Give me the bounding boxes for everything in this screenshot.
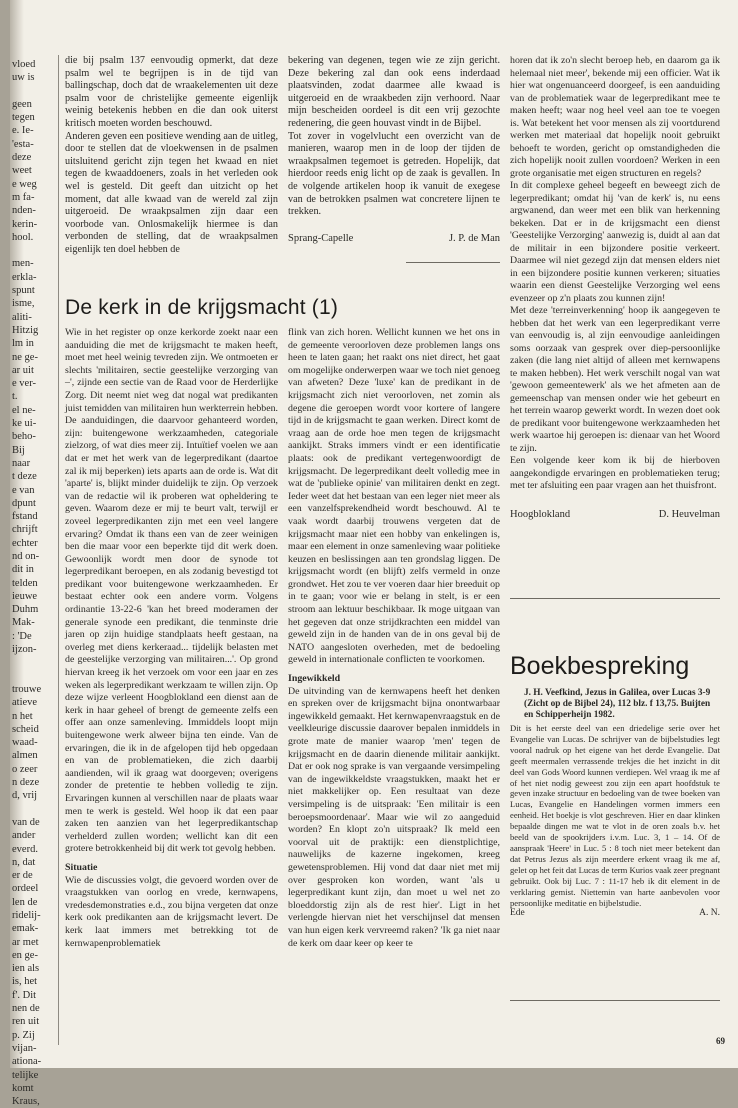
signature-place: Ede bbox=[510, 908, 525, 919]
edge-text-fragment: telden bbox=[12, 577, 38, 589]
edge-text-fragment: kerin- bbox=[12, 218, 38, 230]
paragraph: Dit is het eerste deel van een driedelige serie over het Evangelie van Lucas. De schrijver van de bijbelstudies legt vooral nadruk op het eigene van het derde Evangelie. Dat geeft meermalen verrassende trekjes die het inzicht in dit deel van Gods Woord kunnen verdiepen. Wel vraag ik me af of het niet nodig geweest zou zijn een apart hoofdstuk te geven inzake structuur en bedoeling van de twee boeken van Lucas, Evangelie en Handelingen vormen immers een eenheid. Het boekje is vlot geschreven. Hier en daar klinken bepaalde dingen me wat te vlot in de oren zoals b.v. het beeld van de spookrijders i.v.m. Luc. 3, 1 – 14. Of de aanspraak 'Heere' in Luc. 5 : 8 toch niet meer betekent dan dat Petrus Jezus als zijn meerdere erkent vraag ik me af, gelet op het feit dat Lucas de term Kurios vaak zeer pregnant gebruikt. Ook bij Luc. 7 : 11-17 heb ik dit element in de verklaring gemist. Niettemin van harte aanbevolen voor persoonlijke meditatie en bijbelstudie. bbox=[510, 723, 720, 908]
edge-text-fragment: vijan- bbox=[12, 1042, 37, 1054]
edge-text-fragment: t deze bbox=[12, 471, 37, 483]
paragraph: Wie in het register op onze kerkorde zoekt naar een aanduiding die met de krijgsmacht te maken heeft, moet met heel weinig tevreden zijn. We ontmoeten er slechts 'militairen, sectie geestelijke verzorging van –', zijnde een sectie van de Raad voor de Herderlijke Zorg. Dit neemt niet weg dat nogal wat predikanten juist temidden van militairen hun werkterrein hebben. De aanduidingen, die daarvoor gehanteerd worden, zijn: buitengewone werkzaamheden, categoriale zielzorg, of wat dies meer zij. Intuïtief voelen we aan dat er met het werk van de legerpredikant (daartoe zal ik mij beperken) iets aparts aan de orde is. Wat dit 'aparte' is, blijkt minder duidelijk te zijn. Op verzoek van de redactie wil ik proberen wat opheldering te geven. Waarom deze er mij te beurt valt, terwijl er zoveel legerpredikanten zijn met een veel langere ervaring? Omdat ik thans een van de zeer weinigen ben die maar voor een beperkte tijd dit werk doen. Gewoonlijk wordt men door de synode tot legerpredikant beroepen, en als zodanig bevestigd tot predikant voor buitengewone werkzaamheden. Er bestaat echter ook een andere vorm. Volgens ordinantie 13-22-6 'kan het breed moderamen der generale synode een predikant, die tenminste drie jaren op zijn huidige standplaats heeft gestaan, na overleg met diens kerkeraad... tijdelijk belasten met de geestelijke verzorging van militairen...'. Op grond hiervan kreeg ik het verzoek om voor een jaar en zes weken als legerpredikant werkzaam te willen zijn. Op deze wijze verleent Hoogblokland een dienst aan de kerk in haar geheel of brengt de gemeente zelfs een offer aan onze samenleving. Immiddels loopt mijn buitengewone werk alweer bijna ten einde. Van de ervaringen, die ik in de afgelopen tijd heb opgedaan en van de problematieken, die zich daarbij aandienden, wil ik graag wat doorgeven; overigens zonder de pretentie te hebben volledig te zijn. Ervaringen kunnen al verschillen naar de plaats waar men te werk is gesteld. Wel hoop ik dat een paar zaken ten aanzien van het legerpredikantschap verhelderd zullen worden; wellicht kan dit een grotere betrokkenheid bij dit werk tot gevolg hebben. bbox=[65, 327, 278, 855]
paragraph: bekering van degenen, tegen wie ze zijn gericht. Deze bekering zal dan ook eens inderdaad plaatsvinden, zodat daarmee alle kwaad is uitgeroeid en de wraakbeden zijn verhoord. Naar mijn bescheiden oordeel is dit een vrij gezochte redenering, die geen houvast vindt in de Bijbel. bbox=[288, 55, 500, 129]
edge-text-fragment: telijke bbox=[12, 1069, 39, 1081]
edge-text-fragment: f'. Dit bbox=[12, 989, 37, 1001]
edge-text-fragment: e van bbox=[12, 484, 35, 496]
edge-text-fragment: tegen bbox=[12, 112, 35, 124]
edge-text-fragment: ijzon- bbox=[12, 644, 37, 656]
book-reference: J. H. Veefkind, Jezus in Galilea, over Lucas 3-9 (Zicht op de Bijbel 24), 112 blz. f 13,75. Buijten en Schipperheijn 1982. bbox=[524, 688, 711, 720]
edge-text-fragment: ationa- bbox=[12, 1056, 42, 1068]
edge-text-fragment: len de bbox=[12, 896, 38, 908]
edge-text-fragment: dpunt bbox=[12, 497, 36, 509]
edge-text-fragment: men- bbox=[12, 258, 34, 270]
page-number: 69 bbox=[716, 1036, 725, 1046]
review-signature bbox=[510, 908, 720, 919]
edge-text-fragment: e weg bbox=[12, 178, 37, 190]
edge-text-fragment: e. Ie- bbox=[12, 125, 34, 137]
edge-text-fragment: deze bbox=[12, 152, 32, 164]
edge-text-fragment bbox=[12, 670, 56, 683]
subheading-situatie: Situatie bbox=[65, 861, 98, 873]
edge-text-fragment: p. Zij bbox=[12, 1029, 35, 1041]
edge-text-fragment: spunt bbox=[12, 285, 35, 297]
paragraph: flink van zich horen. Wellicht kunnen we het ons in de gemeente veroorloven deze problemen langs ons heen te laten gaan; het raakt ons niet direct, het gaat om mogelijke onderwerpen waar we toch niet genoeg van afweten? Deze 'luxe' kan de predikant in de krijgsmacht zich niet veroorloven, net zomin als degene die geroepen wordt voor kortere of langere tijd in de krijgsmacht te gaan werken. Direct komt de vraag aan de orde hoe men tegen de krijgsmacht aankijkt. Straks immers vindt er een identificatie plaats: ook de predikant vertegenwoordigt de krijgsmacht. De legerpredikant deelt volledig mee in wat de 'publieke opinie' van militairen denkt en zegt. Ieder weet dat het bestaan van een leger niet meer als een vanzelfsprekendheid wordt beschouwd. Al te vaak wordt daarbij trouwens vergeten dat de krijgsmacht maar niet een hobby van enkelingen is, maar een element in onze samenleving waar politieke keuzen en beslissingen aan ten grondslag liggen. De krijgsmacht wordt (en blijft) zelfs vermeld in onze grondwet. Het zou te ver voeren daar hier breeduit op in te gaan; voor wie er belang in stelt, is er een stroom aan lektuur beschikbaar. Ik moge uitgaan van het gegeven dat onze strijdkrachten een middel van geweld zijn in de handen van de in ons geval bij de NATO aangesloten overheden, met de bedoeling geweld in internationale conflicten te voorkomen. bbox=[288, 327, 500, 666]
paragraph: In dit complexe geheel begeeft en beweegt zich de legerpredikant; omdat hij 'van de kerk' is, nu eens argwanend, dan weer met een blik van herkenning bekeken. Dat er in de krijgsmacht een dienst 'Geestelijke Verzorging' aanwezig is, duidt al aan dat de militair in een bijzondere positie verkeert. Daarmee wil niet gezegd zijn dat mensen elders niet in een bijzondere positie kunnen verkeren; situaties waarin een dienst Geestelijke Verzorging wel eens evenzeer op z'n plaats zou kunnen zijn! bbox=[510, 180, 720, 304]
edge-text-fragment: el ne- bbox=[12, 404, 36, 416]
edge-text-fragment: nden- bbox=[12, 205, 36, 217]
edge-text-fragment: emak- bbox=[12, 923, 39, 935]
edge-text-fragment: ar uit bbox=[12, 364, 34, 376]
paragraph: Tot zover in vogelvlucht een overzicht van de manieren, waarop men in de loop der tijden de wraakpsalmen tegemoet is getreden. Hopelijk, dat hierdoor reeds enig licht op de zaak is gevallen. In de volgende artikelen hoop ik vanuit de exegese van de betrokken psalmen wat concretere lijnen te trekken. bbox=[288, 130, 500, 218]
edge-text-fragment bbox=[12, 656, 56, 669]
paragraph: De uitvinding van de kernwapens heeft het denken en spreken over de krijgsmacht bijna onontwarbaar ingewikkeld gemaakt. Het kernwapenvraagstuk en de veelkleurige discussie daarover bepalen inmiddels in grote mate de manier waarop 'men' tegen de krijgsmacht en de daarin dienende militair aankijkt. Dat er ook nog sprake is van vergaande versimpeling van de ingewikkeldste vraagstukken, maakt het er niet makkelijker op. Een resultaat van deze versimpeling is de uitspraak: 'Een militair is een beroepsmoordenaar'. Maar wie wil zo aangeduid worden? En klopt zo'n uitspraak? Ik meld een voorval uit de praktijk: een dienstplichtige, nauwelijks de kazerne ingekomen, kreeg gewetensproblemen. Hij vond dat daar niet met mij over gesproken kon worden, want 'als u legerpredikant kunt zijn, dan moet u wel net zo bloeddorstig zijn als de rest hier'. Ligt in het verlengde hiervan niet het verschijnsel dat mensen van hun eigen kerk vervreemd raken? 'Ik ga niet naar de kerk om daar keer op keer te bbox=[288, 685, 500, 949]
edge-text-fragment: echter bbox=[12, 537, 38, 549]
edge-text-fragment bbox=[12, 244, 56, 257]
edge-text-fragment: dit in bbox=[12, 564, 34, 576]
edge-text-fragment: ieuwe bbox=[12, 590, 38, 602]
edge-text-fragment: atieve bbox=[12, 697, 38, 709]
edge-text-fragment: en ge- bbox=[12, 949, 38, 961]
edge-text-fragment: 'esta- bbox=[12, 138, 34, 150]
previous-page-edge bbox=[12, 58, 56, 1108]
review-title: Boekbespreking bbox=[510, 652, 690, 680]
paragraph: horen dat ik zo'n slecht beroep heb, en daarom ga ik helemaal niet meer', bekende mij een officier. Wat ik hier wat ongenuanceerd doorgeef, is een aanduiding van de problematiek waar de legerpredikant mee te maken heeft; waar nog heel veel aan toe te voegen is. Wat betekent het voor mensen als zij voortdurend werken met materiaal dat hopelijk nooit gebruikt behoeft te worden, gericht op omstandigheden die zich hopelijk nooit zullen voordoen? Werken in een grote organisatie met eigen structuren en regels? bbox=[510, 55, 720, 179]
review-body bbox=[510, 688, 720, 919]
edge-text-fragment: scheid bbox=[12, 723, 39, 735]
edge-text-fragment: n het bbox=[12, 710, 33, 722]
paragraph: die bij psalm 137 eenvoudig opmerkt, dat deze psalm wel te begrijpen is in de tijd van ballingschap, doch dat de wraakelementen uit deze psalm voor de christelijke gemeente eigenlijk weinig betekenis hebben en die dan ook uiterst kritisch moeten worden beschouwd. bbox=[65, 55, 278, 129]
signature-place: Sprang-Capelle bbox=[288, 232, 354, 244]
edge-text-fragment: vloed bbox=[12, 59, 36, 70]
edge-text-fragment: o zeer bbox=[12, 763, 38, 775]
edge-text-fragment: uw is bbox=[12, 72, 35, 84]
article1-col1 bbox=[65, 55, 278, 257]
edge-text-fragment: ke ui- bbox=[12, 418, 37, 430]
edge-text-fragment: Duhm bbox=[12, 604, 39, 616]
edge-text-fragment: van de bbox=[12, 816, 40, 828]
edge-text-fragment: ander bbox=[12, 830, 36, 842]
edge-text-fragment: Kraus, bbox=[12, 1096, 40, 1108]
edge-text-fragment: naar bbox=[12, 457, 31, 469]
edge-text-fragment: fstand bbox=[12, 511, 38, 523]
magazine-page bbox=[10, 0, 738, 1108]
column-divider bbox=[58, 55, 59, 1045]
edge-text-fragment: geen bbox=[12, 98, 32, 110]
review-end-rule bbox=[510, 1000, 720, 1001]
edge-text-fragment: d, vrij bbox=[12, 790, 38, 802]
edge-text-fragment bbox=[12, 803, 56, 816]
edge-text-fragment: weet bbox=[12, 165, 32, 177]
edge-text-fragment: komt bbox=[12, 1082, 34, 1094]
edge-text-fragment: waad- bbox=[12, 737, 38, 749]
article2-col3 bbox=[510, 55, 720, 521]
edge-text-fragment: chrijft bbox=[12, 524, 38, 536]
edge-text-fragment: almen bbox=[12, 750, 38, 762]
edge-text-fragment: everd. bbox=[12, 843, 38, 855]
edge-text-fragment: e ver- bbox=[12, 378, 36, 390]
edge-text-fragment: aliti- bbox=[12, 311, 32, 323]
edge-text-fragment: ordeel bbox=[12, 883, 39, 895]
edge-text-fragment: is, het bbox=[12, 976, 38, 988]
edge-text-fragment: ar met bbox=[12, 936, 39, 948]
edge-text-fragment: ren uit bbox=[12, 1016, 40, 1028]
edge-text-fragment: nen de bbox=[12, 1003, 40, 1015]
edge-text-fragment: Hitzig bbox=[12, 324, 39, 336]
edge-text-fragment: hool. bbox=[12, 231, 34, 243]
edge-text-fragment: Bij bbox=[12, 444, 25, 456]
signature-author: A. N. bbox=[699, 908, 720, 919]
signature-author: D. Heuvelman bbox=[658, 508, 720, 520]
article1-signature bbox=[288, 233, 500, 246]
edge-text-fragment: : 'De bbox=[12, 630, 32, 642]
paragraph: Met deze 'terreinverkenning' hoop ik aangegeven te hebben dat het werk van een legerpredikant verre van eenvoudig is, al zijn eenvoudige aanleidingen soms oorzaak van gesprek over diep-persoonlijke zaken (die lang niet altijd of alleen met kernwapens te maken hebben). Het werk verschilt nogal van wat 'gewoon gemeentewerk' als we het afmeten aan de gemeenschap van mensen onder wie het gebeurt en het terrein waarop gewerkt wordt. In wezen doet ook de predikant voor buitengewone werkzaamheden het werk waartoe hij geroepen is: dienaar van het Woord te zijn. bbox=[510, 305, 720, 454]
edge-text-fragment: n, dat bbox=[12, 856, 36, 868]
edge-text-fragment: ien als bbox=[12, 963, 40, 975]
paragraph: Een volgende keer kom ik bij de hierboven aangekondigde ervaringen en problematieken terug; met ter afsluiting een paar vragen aan het thuisfront. bbox=[510, 455, 720, 491]
edge-text-fragment: lm in bbox=[12, 338, 34, 350]
edge-text-fragment: nd on- bbox=[12, 550, 40, 562]
edge-text-fragment bbox=[12, 85, 56, 98]
edge-text-fragment: m fa- bbox=[12, 191, 35, 203]
article2-col1 bbox=[65, 327, 278, 950]
article2-col2 bbox=[288, 327, 500, 950]
edge-text-fragment: er de bbox=[12, 870, 33, 882]
article1-col2 bbox=[288, 55, 500, 245]
edge-text-fragment: trouwe bbox=[12, 683, 42, 695]
signature-place: Hoogblokland bbox=[510, 508, 571, 520]
article2-signature bbox=[510, 509, 720, 522]
signature-rule bbox=[406, 262, 500, 263]
paragraph: Wie de discussies volgt, die gevoerd worden over de vraagstukken van oorlog en vrede, kernwapens, vredesdemonstraties e.d., zou bijna vergeten dat onze kerk ook predikanten aan de krijgsmacht levert. De kerk laat immers met betrekking tot de kernwapenproblematiek bbox=[65, 874, 278, 949]
article2-title: De kerk in de krijgsmacht (1) bbox=[65, 296, 339, 319]
edge-text-fragment: Mak- bbox=[12, 617, 35, 629]
edge-text-fragment: erkla- bbox=[12, 271, 37, 283]
edge-text-fragment: ne ge- bbox=[12, 351, 38, 363]
paragraph: Anderen geven een positieve wending aan de uitleg, door te stellen dat de vloekwensen in de psalmen uitsluitend gericht zijn tegen het kwaad en niet tegen de kwaaddoeners, zoals in het verleden ook wel is gesteld. Dit geeft dan uitzicht op het moment, dat alle kwaad van de wereld zal zijn uitgeroeid. De wraakpsalmen zijn daar een voorbode van. Onlosmakelijk hiermee is dan verbonden de stelling, dat de wraakpsalmen eigenlijk ten doel hebben de bbox=[65, 130, 278, 255]
edge-text-fragment: isme, bbox=[12, 298, 35, 310]
edge-text-fragment: ridelij- bbox=[12, 910, 41, 921]
edge-text-fragment: n deze bbox=[12, 777, 40, 789]
subheading-ingewikkeld: Ingewikkeld bbox=[288, 673, 341, 685]
edge-text-fragment: beho- bbox=[12, 431, 36, 443]
signature-author: J. P. de Man bbox=[448, 232, 500, 244]
edge-text-fragment: t. bbox=[12, 391, 18, 403]
signature-rule bbox=[510, 598, 720, 599]
